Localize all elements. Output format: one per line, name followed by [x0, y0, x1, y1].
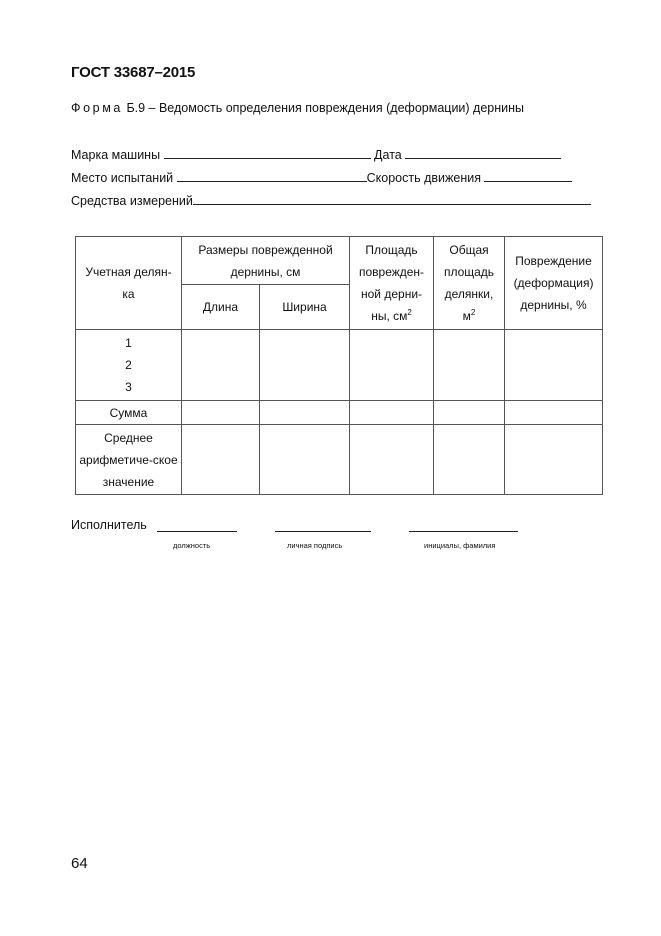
form-title-text: Б.9 – Ведомость определения повреждения (деформации) дернины [126, 101, 525, 115]
header-dimensions: Размеры поврежденной дернины, см [182, 237, 350, 285]
row-number: 1 [125, 336, 132, 350]
date-label: Дата [374, 148, 402, 162]
header-plot: Учетная делян-ка [76, 237, 182, 330]
header-area-text: Площадь поврежден-ной дерни-ны, см [358, 243, 425, 323]
name-line[interactable] [409, 531, 518, 532]
position-line[interactable] [157, 531, 237, 532]
damage-table [75, 236, 603, 495]
cell-total-area[interactable] [434, 330, 505, 401]
header-total-sup: 2 [470, 308, 476, 317]
mean-label: Среднее арифметиче-ское значение [76, 425, 182, 495]
instruments-label: Средства измерений [71, 194, 193, 208]
standard-number: ГОСТ 33687–2015 [71, 64, 196, 81]
sum-damage[interactable] [505, 401, 603, 425]
test-place-field-row [71, 170, 572, 185]
machine-label: Марка машины [71, 148, 161, 162]
mean-damage[interactable] [505, 425, 603, 495]
sum-label: Сумма [76, 401, 182, 425]
header-total-area [434, 237, 505, 330]
row-number: 2 [125, 358, 132, 372]
cell-width[interactable] [260, 330, 350, 401]
caption-name: инициалы, фамилия [424, 541, 496, 550]
mean-area[interactable] [350, 425, 434, 495]
cell-area[interactable] [350, 330, 434, 401]
speed-label: Скорость движения [366, 171, 481, 185]
sum-area[interactable] [350, 401, 434, 425]
instruments-field-row [71, 193, 591, 208]
machine-input-line[interactable] [164, 147, 371, 159]
instruments-input-line[interactable] [193, 193, 591, 205]
row-numbers [76, 330, 182, 401]
header-area [350, 237, 434, 330]
mean-total-area[interactable] [434, 425, 505, 495]
row-number: 3 [125, 380, 132, 394]
header-length: Длина [182, 285, 260, 330]
sum-width[interactable] [260, 401, 350, 425]
speed-input-line[interactable] [484, 170, 572, 182]
form-label: Форма [71, 101, 123, 115]
caption-signature: личная подпись [287, 541, 343, 550]
mean-width[interactable] [260, 425, 350, 495]
caption-position: должность [173, 541, 211, 550]
sum-total-area[interactable] [434, 401, 505, 425]
page-number: 64 [71, 855, 88, 872]
form-title [71, 101, 524, 115]
header-area-sup: 2 [407, 308, 412, 317]
mean-length[interactable] [182, 425, 260, 495]
header-total-text: Общая площадь делянки, м [443, 243, 495, 323]
test-place-input-line[interactable] [177, 170, 367, 182]
machine-field-row [71, 147, 561, 162]
header-width: Ширина [260, 285, 350, 330]
sum-length[interactable] [182, 401, 260, 425]
performer-label: Исполнитель [71, 518, 147, 532]
cell-length[interactable] [182, 330, 260, 401]
date-input-line[interactable] [405, 147, 561, 159]
header-damage: Повреждение (деформация) дернины, % [505, 237, 603, 330]
test-place-label: Место испытаний [71, 171, 174, 185]
cell-damage[interactable] [505, 330, 603, 401]
signature-line[interactable] [275, 531, 371, 532]
